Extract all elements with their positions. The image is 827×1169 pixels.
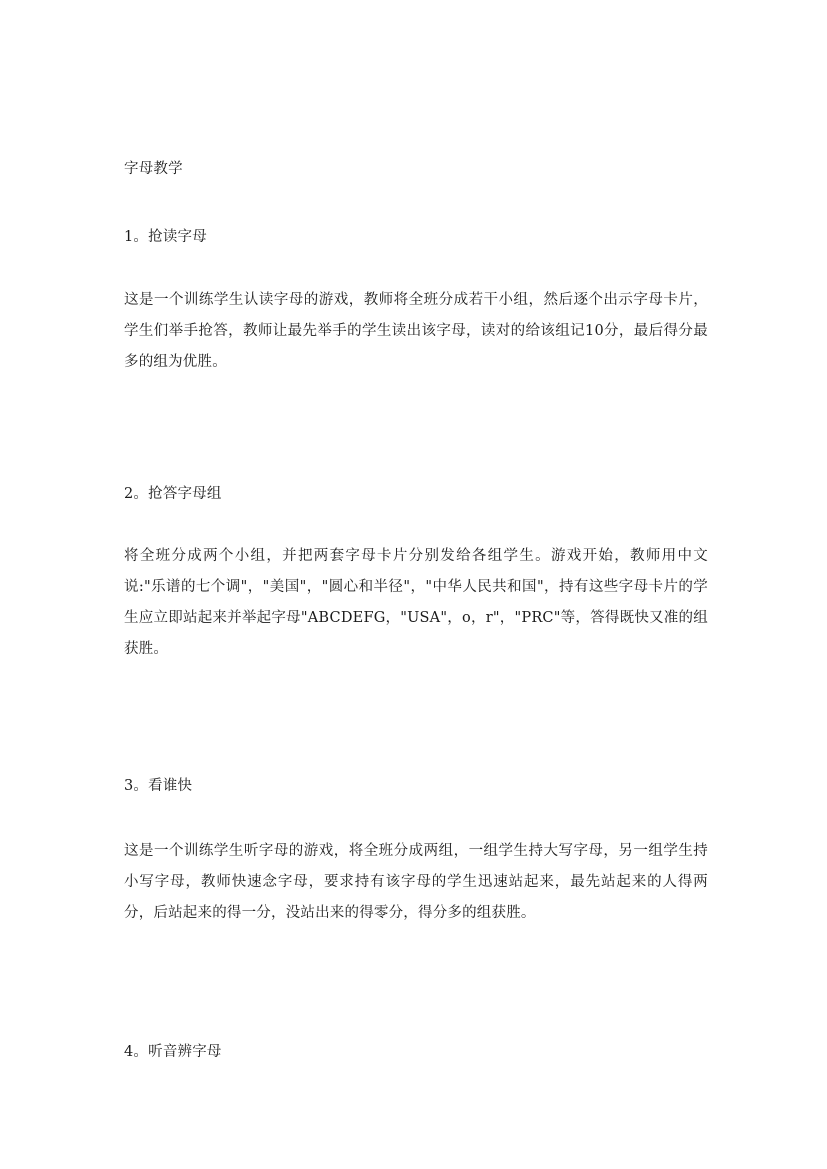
section-2-body: 将全班分成两个小组，并把两套字母卡片分别发给各组学生。游戏开始，教师用中文说:"乐谱的七个调"，"美国"，"圆心和半径"，"中华人民共和国"，持有这些字母卡片的学生应立即站起来并举起字母"ABCDEFG，"USA"，o，r"，"PRC"等，答得既快又准的组获胜。: [124, 548, 708, 657]
document-title: 字母教学: [124, 161, 183, 177]
section-1-heading: 1。抢读字母: [124, 229, 207, 245]
section-1-body: 这是一个训练学生认读字母的游戏，教师将全班分成若干小组，然后逐个出示字母卡片，学生们举手抢答，教师让最先举手的学生读出该字母，读对的给该组记10分，最后得分最多的组为优胜。: [124, 292, 708, 370]
section-2-heading: 2。抢答字母组: [124, 486, 222, 502]
section-4-heading: 4。听音辨字母: [124, 1044, 222, 1060]
section-3-heading: 3。看谁快: [124, 778, 193, 794]
section-3-body: 这是一个训练学生听字母的游戏，将全班分成两组，一组学生持大写字母，另一组学生持小写字母，教师快速念字母，要求持有该字母的学生迅速站起来，最先站起来的人得两分，后站起来的得一分，没站出来的得零分，得分多的组获胜。: [124, 843, 708, 921]
